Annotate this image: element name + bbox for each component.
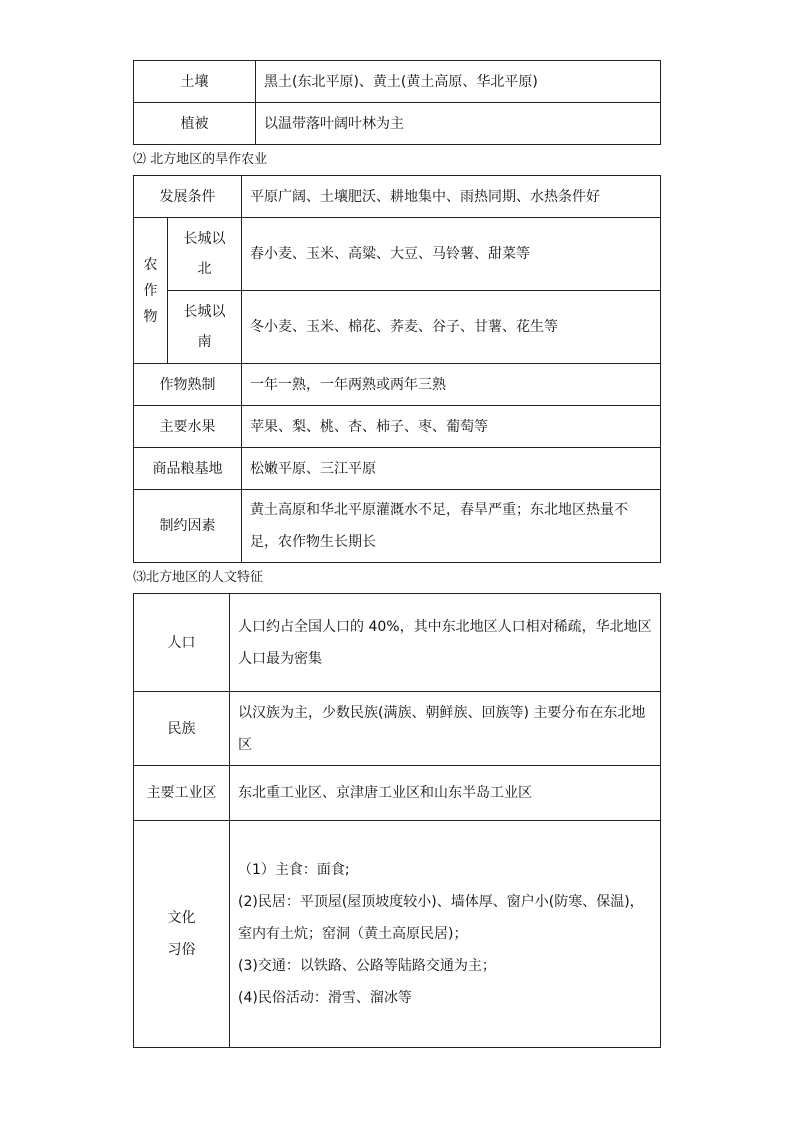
eth-value: 以汉族为主，少数民族(满族、朝鲜族、回族等) 主要分布在东北地区 — [230, 692, 661, 766]
row-value: 黑土(东北平原)、黄土(黄土高原、华北平原) — [256, 61, 661, 103]
soil-vegetation-table — [133, 60, 661, 145]
list-item: (4)民俗活动：滑雪、溜冰等 — [238, 990, 412, 1006]
section-caption-agriculture: ⑵ 北方地区的旱作农业 — [133, 152, 268, 167]
north-value: 春小麦、玉米、高粱、大豆、马铃薯、甜菜等 — [242, 218, 661, 291]
table-row — [134, 364, 661, 406]
table-row — [134, 448, 661, 490]
south-label — [168, 291, 242, 364]
cult-label-line: 习俗 — [167, 942, 196, 958]
cult-label — [134, 821, 230, 1048]
dev-value: 平原广阔、土壤肥沃、耕地集中、雨热同期、水热条件好 — [242, 176, 661, 218]
table-row — [134, 218, 661, 291]
grain-value: 松嫩平原、三江平原 — [242, 448, 661, 490]
row-value: 以温带落叶阔叶林为主 — [256, 103, 661, 145]
row-label: 植被 — [134, 103, 256, 145]
agriculture-table — [133, 175, 661, 563]
maturity-label: 作物熟制 — [134, 364, 242, 406]
north-label — [168, 218, 242, 291]
pop-label: 人口 — [134, 594, 230, 692]
dev-label: 发展条件 — [134, 176, 242, 218]
culture-table — [133, 593, 661, 1048]
section-caption-culture: ⑶北方地区的人文特征 — [133, 570, 264, 585]
ind-value: 东北重工业区、京津唐工业区和山东半岛工业区 — [230, 766, 661, 821]
south-label-line: 长城以 — [183, 304, 226, 320]
table-row — [134, 766, 661, 821]
list-item: （1）主食：面食; — [238, 862, 350, 878]
table-row — [134, 821, 661, 1048]
table-row — [134, 176, 661, 218]
south-label-line: 南 — [197, 334, 212, 350]
table-row — [134, 406, 661, 448]
row-label: 土壤 — [134, 61, 256, 103]
table-row — [134, 594, 661, 692]
table-row — [134, 291, 661, 364]
crop-label-char: 物 — [143, 308, 158, 325]
ind-label: 主要工业区 — [134, 766, 230, 821]
fruit-label: 主要水果 — [134, 406, 242, 448]
table-row — [134, 103, 661, 145]
limit-value: 黄土高原和华北平原灌溉水不足，春旱严重；东北地区热量不足，农作物生长期长 — [242, 490, 661, 563]
maturity-value: 一年一熟，一年两熟或两年三熟 — [242, 364, 661, 406]
grain-label: 商品粮基地 — [134, 448, 242, 490]
eth-label: 民族 — [134, 692, 230, 766]
cult-value — [230, 821, 661, 1048]
fruit-value: 苹果、梨、桃、杏、柿子、枣、葡萄等 — [242, 406, 661, 448]
crop-label-char: 农 — [143, 256, 158, 273]
table-row — [134, 490, 661, 563]
crop-label-char: 作 — [143, 282, 158, 299]
crop-label — [134, 218, 168, 364]
north-label-line: 北 — [197, 261, 212, 277]
list-item: (2)民居：平顶屋(屋顶坡度较小)、墙体厚、窗户小(防寒、保温)，室内有土炕；窑洞（黄土高原民居)； — [238, 894, 644, 942]
table-row — [134, 61, 661, 103]
cult-label-line: 文化 — [167, 910, 196, 926]
north-label-line: 长城以 — [183, 231, 226, 247]
limit-label: 制约因素 — [134, 490, 242, 563]
list-item: (3)交通：以铁路、公路等陆路交通为主； — [238, 958, 496, 974]
south-value: 冬小麦、玉米、棉花、荞麦、谷子、甘薯、花生等 — [242, 291, 661, 364]
pop-value: 人口约占全国人口的 40%，其中东北地区人口相对稀疏，华北地区人口最为密集 — [230, 594, 661, 692]
table-row — [134, 692, 661, 766]
